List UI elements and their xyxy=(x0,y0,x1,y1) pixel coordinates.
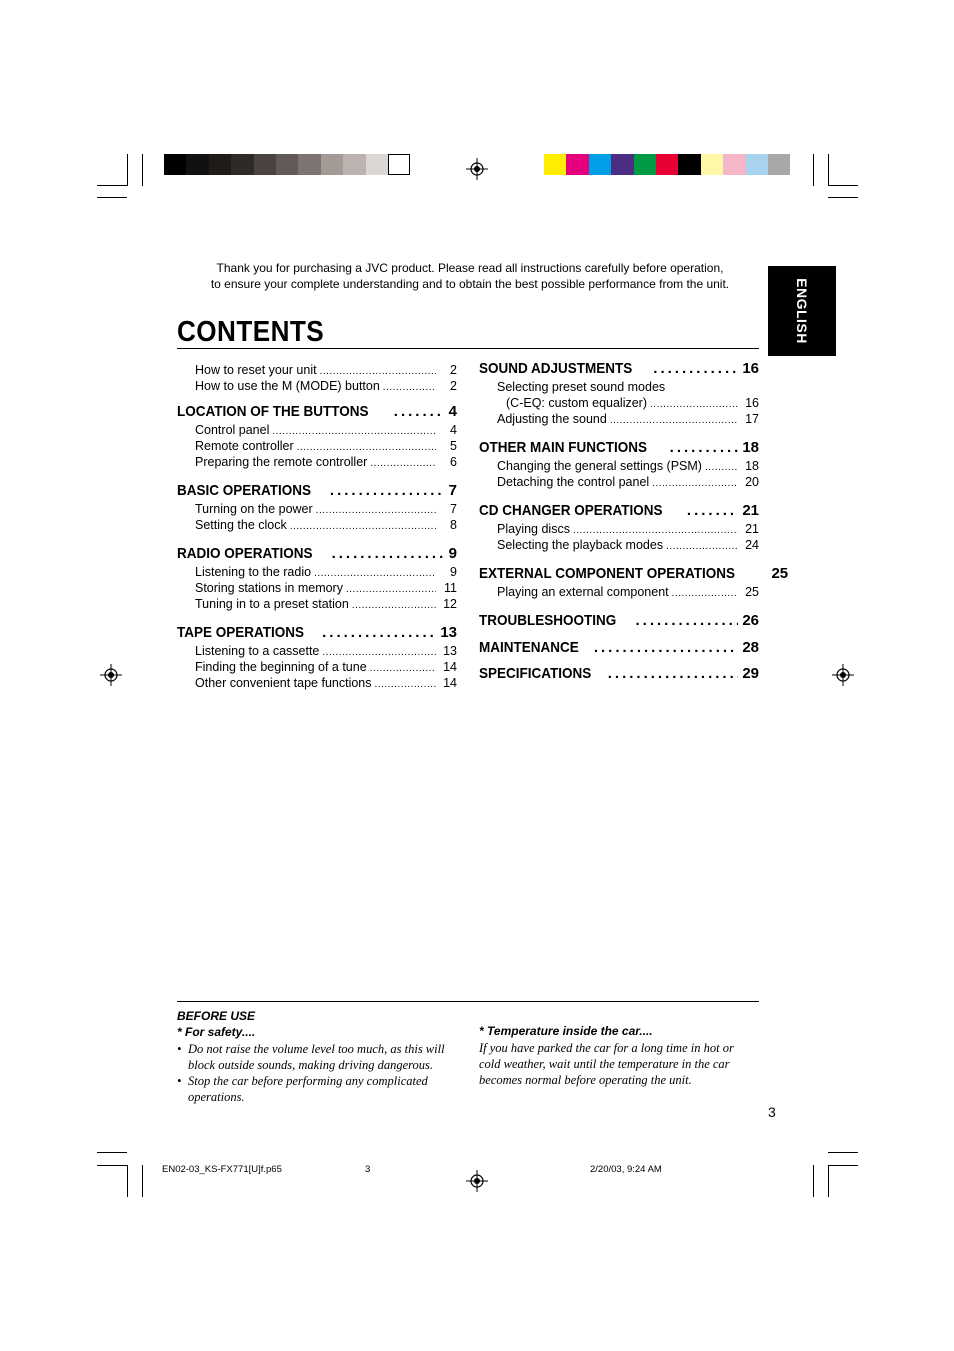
color-swatch xyxy=(701,154,723,175)
toc-section[interactable]: SOUND ADJUSTMENTS ..... 16 xyxy=(479,360,759,380)
toc-item[interactable]: Listening to a cassette ..... 13 xyxy=(177,644,457,660)
footer-page: 3 xyxy=(365,1164,371,1175)
toc-section[interactable]: LOCATION OF THE BUTTONS ..... 4 xyxy=(177,403,457,423)
color-swatch xyxy=(589,154,611,175)
language-tab xyxy=(768,266,836,356)
temperature-note-2: cold weather, wait until the temperature in the car xyxy=(479,1057,730,1071)
toc-item[interactable]: Storing stations in memory ..... 11 xyxy=(177,581,457,597)
page-title: CONTENTS xyxy=(177,316,325,348)
color-swatch xyxy=(746,154,768,175)
color-swatch xyxy=(566,154,588,175)
toc-section[interactable]: TAPE OPERATIONS ..... 13 xyxy=(177,624,457,644)
registration-mark-icon xyxy=(100,664,122,686)
toc-item[interactable]: Other convenient tape functions ..... 14 xyxy=(177,676,457,692)
toc-section[interactable]: RADIO OPERATIONS ..... 9 xyxy=(177,545,457,565)
toc-item[interactable]: Control panel ..... 4 xyxy=(177,423,457,439)
notes-rule xyxy=(177,1001,759,1002)
toc-section[interactable]: EXTERNAL COMPONENT OPERATIONS 25 xyxy=(479,565,789,582)
toc-right-column xyxy=(479,360,789,685)
color-swatch xyxy=(611,154,633,175)
color-swatch xyxy=(209,154,231,175)
language-tab-label: ENGLISH xyxy=(794,278,810,344)
toc-item[interactable]: Remote controller ..... 5 xyxy=(177,439,457,455)
color-swatch xyxy=(254,154,276,175)
toc-section[interactable]: BASIC OPERATIONS ..... 7 xyxy=(177,482,457,502)
color-swatch xyxy=(388,154,410,175)
safety-note-1a: Do not raise the volume level too much, as this will xyxy=(188,1042,445,1056)
color-swatch xyxy=(231,154,253,175)
before-use-heading: BEFORE USE xyxy=(177,1009,256,1023)
toc-item[interactable]: Listening to the radio ..... 9 xyxy=(177,565,457,581)
bullet: • xyxy=(177,1042,182,1056)
temperature-note-1: If you have parked the car for a long time in hot or xyxy=(479,1041,734,1055)
color-swatch xyxy=(768,154,790,175)
toc-item[interactable]: How to reset your unit ..... 2 xyxy=(177,363,457,379)
toc-item[interactable]: Selecting preset sound modes xyxy=(497,380,666,394)
safety-heading: * For safety.... xyxy=(177,1025,256,1039)
color-swatch xyxy=(678,154,700,175)
toc-item[interactable]: Playing discs ..... 21 xyxy=(479,522,759,538)
footer-file: EN02-03_KS-FX771[U]f.p65 xyxy=(162,1164,282,1175)
temperature-heading: * Temperature inside the car.... xyxy=(479,1024,653,1038)
color-swatch xyxy=(164,154,186,175)
registration-mark-icon xyxy=(832,664,854,686)
toc-section[interactable]: TROUBLESHOOTING ..... 26 xyxy=(479,612,759,632)
title-rule xyxy=(177,348,759,349)
footer-date: 2/20/03, 9:24 AM xyxy=(590,1164,662,1175)
toc-item[interactable]: Tuning in to a preset station ..... 12 xyxy=(177,597,457,613)
registration-mark-icon xyxy=(466,1170,488,1192)
safety-note-1b: block outside sounds, making driving dangerous. xyxy=(188,1058,434,1072)
toc-item[interactable]: How to use the M (MODE) button ..... 2 xyxy=(177,379,457,395)
toc-item[interactable]: Adjusting the sound ..... 17 xyxy=(479,412,759,428)
color-swatch xyxy=(634,154,656,175)
color-swatch xyxy=(723,154,745,175)
intro-line-1: Thank you for purchasing a JVC product. Please read all instructions carefully before operation, xyxy=(216,261,724,275)
intro-line-2: to ensure your complete understanding and to obtain the best possible performance from the unit. xyxy=(210,277,730,291)
color-swatch xyxy=(321,154,343,175)
toc-item[interactable]: Changing the general settings (PSM) ..... 18 xyxy=(479,459,759,475)
toc-item[interactable]: (C-EQ: custom equalizer) ..... 16 xyxy=(479,396,759,412)
toc-item[interactable]: Setting the clock ..... 8 xyxy=(177,518,457,534)
toc-item[interactable]: Preparing the remote controller ..... 6 xyxy=(177,455,457,471)
color-swatch xyxy=(656,154,678,175)
toc-item[interactable]: Turning on the power ..... 7 xyxy=(177,502,457,518)
toc-left-column xyxy=(177,363,457,692)
safety-note-2a: Stop the car before performing any complicated xyxy=(188,1074,428,1088)
color-swatch xyxy=(544,154,566,175)
safety-note-2b: operations. xyxy=(188,1090,245,1104)
toc-item[interactable]: Finding the beginning of a tune ..... 14 xyxy=(177,660,457,676)
color-swatch xyxy=(343,154,365,175)
toc-section[interactable]: CD CHANGER OPERATIONS ..... 21 xyxy=(479,502,759,522)
toc-item[interactable]: Detaching the control panel ..... 20 xyxy=(479,475,759,491)
toc-item[interactable]: Playing an external component ..... 25 xyxy=(479,585,759,601)
temperature-note-3: becomes normal before operating the unit. xyxy=(479,1073,692,1087)
color-swatch xyxy=(276,154,298,175)
color-swatch xyxy=(366,154,388,175)
toc-section[interactable]: SPECIFICATIONS ..... 29 xyxy=(479,665,759,685)
color-swatch xyxy=(298,154,320,175)
registration-mark-icon xyxy=(466,158,488,180)
toc-section[interactable]: OTHER MAIN FUNCTIONS ..... 18 xyxy=(479,439,759,459)
toc-section[interactable]: MAINTENANCE ..... 28 xyxy=(479,639,759,659)
color-swatch xyxy=(186,154,208,175)
toc-item[interactable]: Selecting the playback modes ..... 24 xyxy=(479,538,759,554)
page-number: 3 xyxy=(768,1104,776,1120)
bullet: • xyxy=(177,1074,182,1088)
